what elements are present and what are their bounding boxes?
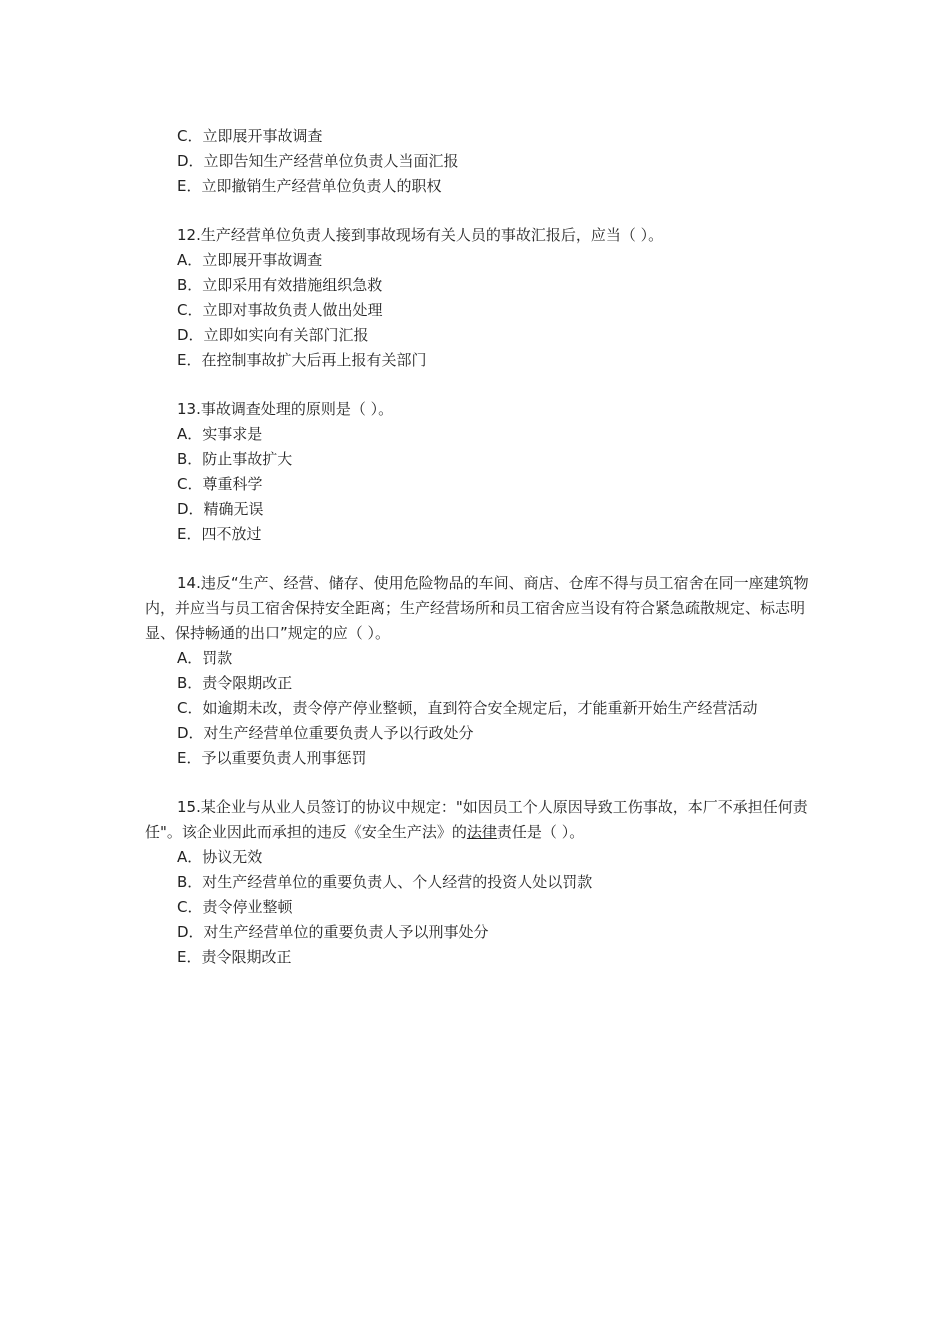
q15-option-c: C．责令停业整顿 xyxy=(177,898,293,916)
q15-option-a: A．协议无效 xyxy=(177,848,263,866)
q12-option-e: E．在控制事故扩大后再上报有关部门 xyxy=(177,351,427,369)
q14-option-c: C．如逾期未改，责令停产停业整顿，直到符合安全规定后，才能重新开始生产经营活动 xyxy=(177,699,758,717)
question-13-stem: 13.事故调查处理的原则是（ ）。 xyxy=(177,400,394,418)
q13-option-c: C．尊重科学 xyxy=(177,475,263,493)
q12-option-a: A．立即展开事故调查 xyxy=(177,251,323,269)
option-d: D．立即告知生产经营单位负责人当面汇报 xyxy=(177,152,459,170)
q12-option-c: C．立即对事故负责人做出处理 xyxy=(177,301,383,319)
q15-option-b: B．对生产经营单位的重要负责人、个人经营的投资人处以罚款 xyxy=(177,873,593,891)
q15-stem-before: 15.某企业与从业人员签订的协议中规定："如因员工个人原因导致工伤事故，本厂不承担任何责任"。该企业因此而承担的违反《安全生产法》的 xyxy=(145,798,808,841)
q14-option-a: A．罚款 xyxy=(177,649,233,667)
q15-option-e: E．责令限期改正 xyxy=(177,948,292,966)
question-14-stem: 14.违反“生产、经营、储存、使用危险物品的车间、商店、仓库不得与员工宿舍在同一座建筑物内，并应当与员工宿舍保持安全距离；生产经营场所和员工宿舍应当设有符合紧急疏散规定、标志明显、保持畅通的出口”规定的应（ ）。 xyxy=(145,574,809,642)
q14-option-d: D．对生产经营单位重要负责人予以行政处分 xyxy=(177,724,474,742)
q13-option-b: B．防止事故扩大 xyxy=(177,450,293,468)
q14-option-b: B．责令限期改正 xyxy=(177,674,293,692)
q15-stem-after: 责任是（ ）。 xyxy=(496,823,585,841)
q12-option-b: B．立即采用有效措施组织急救 xyxy=(177,276,383,294)
document-content xyxy=(145,124,810,970)
q13-option-d: D．精确无误 xyxy=(177,500,264,518)
q13-option-a: A．实事求是 xyxy=(177,425,263,443)
law-link[interactable]: 法律 xyxy=(466,823,497,841)
option-c: C．立即展开事故调查 xyxy=(177,127,323,145)
question-15-stem xyxy=(145,795,810,845)
q13-option-e: E．四不放过 xyxy=(177,525,262,543)
q12-option-d: D．立即如实向有关部门汇报 xyxy=(177,326,369,344)
question-12-stem: 12.生产经营单位负责人接到事故现场有关人员的事故汇报后，应当（ ）。 xyxy=(177,226,664,244)
option-e: E．立即撤销生产经营单位负责人的职权 xyxy=(177,177,442,195)
q14-option-e: E．予以重要负责人刑事惩罚 xyxy=(177,749,367,767)
q15-option-d: D．对生产经营单位的重要负责人予以刑事处分 xyxy=(177,923,489,941)
